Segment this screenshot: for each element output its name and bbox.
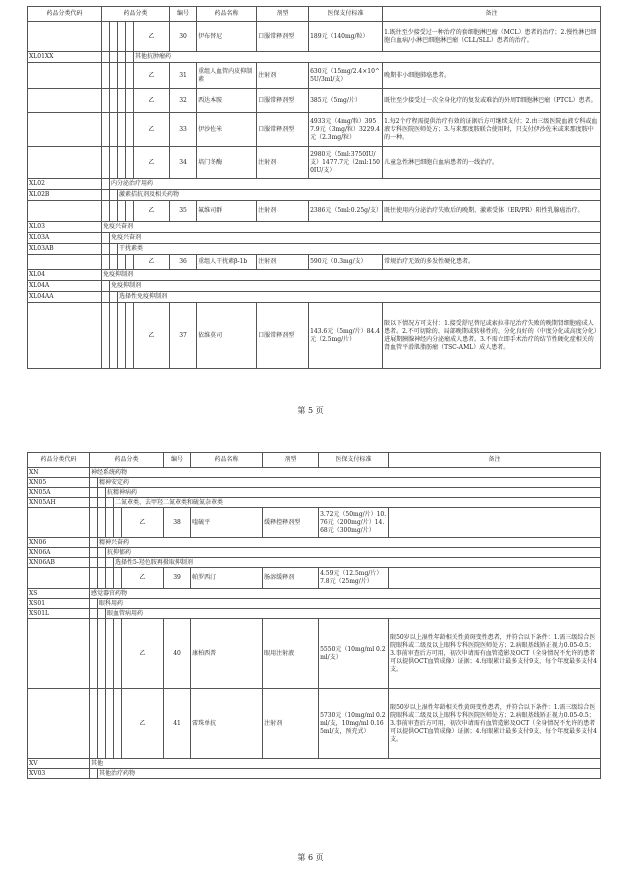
category-code: XL03A <box>28 233 102 244</box>
indent-cell <box>102 201 110 222</box>
category-row <box>28 759 601 769</box>
remarks: 儿童急性淋巴细胞白血病患者的一线治疗。 <box>383 147 601 179</box>
remarks: 既往至少接受过一次全身化疗的复发或难治的外周T细胞淋巴瘤（PTCL）患者。 <box>383 89 601 113</box>
indent-cell <box>126 147 134 179</box>
dosage-form: 肠溶缓释剂 <box>263 568 319 589</box>
category-code: XS <box>28 589 90 599</box>
category-row <box>28 538 601 548</box>
indent-cell <box>102 22 110 52</box>
indent-cell <box>98 609 106 619</box>
indent-cell <box>110 255 118 270</box>
drug-name: 培门冬酶 <box>197 147 257 179</box>
drug-row <box>28 147 601 179</box>
header-remarks: 备注 <box>389 453 601 468</box>
indent-cell <box>90 488 98 498</box>
category-label: 内分泌治疗用药 <box>110 179 601 190</box>
page-number-5: 第 5 页 <box>297 406 324 415</box>
page-6 <box>27 452 600 779</box>
category-code <box>28 303 102 369</box>
remarks: 1.既往至少接受过一种治疗的套细胞淋巴瘤（MCL）患者的治疗；2.慢性淋巴细胞白血病/小淋巴细胞淋巴瘤（CLL/SLL）患者的治疗。 <box>383 22 601 52</box>
header-dosage-form: 剂型 <box>257 7 309 22</box>
indent-cell <box>98 508 106 538</box>
header-code: 药品分类代码 <box>28 453 90 468</box>
indent-cell <box>98 548 106 558</box>
drug-name: 雷珠单抗 <box>191 689 263 759</box>
payment-standard: 189元（140mg/粒） <box>309 22 383 52</box>
category-row <box>28 52 601 63</box>
indent-cell <box>90 548 98 558</box>
indent-cell <box>90 609 98 619</box>
category-row <box>28 190 601 201</box>
category-code: XN06AB <box>28 558 90 568</box>
indent-cell <box>102 303 110 369</box>
payment-standard: 385元（5mg/片） <box>309 89 383 113</box>
header-row <box>28 453 601 468</box>
drug-row <box>28 89 601 113</box>
insurance-grade: 乙 <box>122 619 164 689</box>
category-code: XN05AH <box>28 498 90 508</box>
indent-cell <box>102 52 110 63</box>
indent-cell <box>118 113 126 147</box>
category-label: 激素拮抗剂及相关药物 <box>118 190 601 201</box>
category-label: 其他抗肿瘤药 <box>134 52 601 63</box>
drug-row <box>28 63 601 89</box>
insurance-grade: 乙 <box>134 113 170 147</box>
category-label: 免疫抑制剂 <box>102 270 601 281</box>
header-category: 药品分类 <box>90 453 164 468</box>
drug-row <box>28 255 601 270</box>
indent-cell <box>110 52 118 63</box>
category-row <box>28 478 601 488</box>
category-label: 精神安定药 <box>98 478 601 488</box>
indent-cell <box>90 599 98 609</box>
indent-cell <box>114 689 122 759</box>
drug-row <box>28 303 601 369</box>
indent-cell <box>118 303 126 369</box>
dosage-form: 眼用注射液 <box>263 619 319 689</box>
indent-cell <box>90 769 98 779</box>
payment-standard: 590元（0.3mg/支） <box>309 255 383 270</box>
drug-row <box>28 113 601 147</box>
category-label: 免疫兴奋剂 <box>102 222 601 233</box>
insurance-grade: 乙 <box>122 508 164 538</box>
drug-name: 帕罗西汀 <box>191 568 263 589</box>
payment-standard: 5550元（10mg/ml 0.2ml/支） <box>319 619 389 689</box>
category-label: 选择性免疫抑制剂 <box>118 292 601 303</box>
indent-cell <box>106 498 114 508</box>
drug-name: 重组人血管内皮抑制素 <box>197 63 257 89</box>
category-code: XL04A <box>28 281 102 292</box>
drug-row <box>28 22 601 52</box>
indent-cell <box>90 619 98 689</box>
category-label: 神经系统药物 <box>90 468 601 478</box>
category-code: XV03 <box>28 769 90 779</box>
indent-cell <box>114 508 122 538</box>
category-label: 感觉器官药物 <box>90 589 601 599</box>
category-row <box>28 609 601 619</box>
indent-cell <box>102 89 110 113</box>
payment-standard: 3.72元（50mg/片）10.76元（200mg/片）14.68元（300mg/片） <box>319 508 389 538</box>
category-row <box>28 468 601 478</box>
indent-cell <box>98 558 106 568</box>
indent-cell <box>126 255 134 270</box>
indent-cell <box>110 190 118 201</box>
header-number: 编号 <box>170 7 197 22</box>
category-code: XL03 <box>28 222 102 233</box>
indent-cell <box>126 113 134 147</box>
indent-cell <box>90 689 98 759</box>
category-label: 二氮䓬类、去甲羟二氮䓬类和硫氮杂䓬类 <box>114 498 601 508</box>
insurance-grade: 乙 <box>134 147 170 179</box>
category-code <box>28 147 102 179</box>
category-label: 选择性5-羟色胺再摄取抑制剂 <box>114 558 601 568</box>
insurance-grade: 乙 <box>134 22 170 52</box>
drug-name: 康柏西普 <box>191 619 263 689</box>
header-payment-standard: 医保支付标准 <box>319 453 389 468</box>
drug-table-page-6 <box>27 452 601 779</box>
indent-cell <box>102 244 110 255</box>
category-code: XN05 <box>28 478 90 488</box>
payment-standard: 2980元（5ml:3750IU/支）1477.7元（2ml:1500IU/支） <box>309 147 383 179</box>
payment-standard: 2386元（5ml:0.25g/支） <box>309 201 383 222</box>
category-label: 抗抑郁药 <box>106 548 601 558</box>
insurance-grade: 乙 <box>134 303 170 369</box>
header-drug-name: 药品名称 <box>197 7 257 22</box>
indent-cell <box>110 63 118 89</box>
indent-cell <box>110 147 118 179</box>
drug-number: 30 <box>170 22 197 52</box>
insurance-grade: 乙 <box>122 689 164 759</box>
header-row <box>28 7 601 22</box>
indent-cell <box>106 689 114 759</box>
dosage-form: 注射剂 <box>257 255 309 270</box>
drug-row <box>28 619 601 689</box>
header-code: 药品分类代码 <box>28 7 102 22</box>
category-code: XL02 <box>28 179 102 190</box>
remarks: 限50岁以上湿性年龄相关性黄斑变性患者，并符合以下条件：1.需三级综合医院眼科或二级及以上眼科专科医院医师处方；2.病眼基线矫正视力0.05-0.5；3.事前审查后方可用，初次申请需有血管造影及OCT（全身情况不允许的患者可以提供OCT血管成像）证据；4.每眼累计最多支付9支，每个年度最多支付4支。 <box>389 619 601 689</box>
category-code: XN <box>28 468 90 478</box>
category-code <box>28 22 102 52</box>
indent-cell <box>126 201 134 222</box>
drug-number: 41 <box>164 689 191 759</box>
category-code: XL04AA <box>28 292 102 303</box>
indent-cell <box>110 244 118 255</box>
indent-cell <box>98 498 106 508</box>
remarks: 限以下情况方可支付：1.接受舒尼替尼或索拉非尼治疗失败的晚期肾细胞癌成人患者。2.不可切除的、局部晚期或转移性的、分化良好的（中度分化或高度分化）进展期胰腺神经内分泌瘤成人患者。3.不需立即手术治疗的结节性硬化症相关的肾血管平滑肌脂肪瘤（TSC-AML）成人患者。 <box>383 303 601 369</box>
remarks <box>389 568 601 589</box>
payment-standard: 630元（15mg/2.4×10^5U/3ml/支） <box>309 63 383 89</box>
indent-cell <box>126 52 134 63</box>
category-row <box>28 233 601 244</box>
header-category: 药品分类 <box>102 7 170 22</box>
category-row <box>28 548 601 558</box>
dosage-form: 口服常释剂型 <box>257 89 309 113</box>
category-code: XS01L <box>28 609 90 619</box>
indent-cell <box>98 619 106 689</box>
indent-cell <box>126 303 134 369</box>
drug-name: 伊沙佐米 <box>197 113 257 147</box>
drug-number: 34 <box>170 147 197 179</box>
indent-cell <box>114 568 122 589</box>
category-code: XN05A <box>28 488 90 498</box>
indent-cell <box>102 292 110 303</box>
insurance-grade: 乙 <box>134 89 170 113</box>
category-code <box>28 201 102 222</box>
category-row <box>28 270 601 281</box>
category-code: XL01XX <box>28 52 102 63</box>
header-dosage-form: 剂型 <box>263 453 319 468</box>
drug-number: 38 <box>164 508 191 538</box>
indent-cell <box>118 63 126 89</box>
drug-row <box>28 568 601 589</box>
indent-cell <box>110 22 118 52</box>
indent-cell <box>102 63 110 89</box>
drug-number: 35 <box>170 201 197 222</box>
indent-cell <box>102 113 110 147</box>
category-label: 干扰素类 <box>118 244 601 255</box>
indent-cell <box>110 201 118 222</box>
remarks: 常规治疗无效的多发性硬化患者。 <box>383 255 601 270</box>
category-label: 眼血管病用药 <box>106 609 601 619</box>
dosage-form: 口服常释剂型 <box>257 113 309 147</box>
indent-cell <box>118 147 126 179</box>
remarks <box>389 508 601 538</box>
drug-row <box>28 508 601 538</box>
category-code <box>28 89 102 113</box>
drug-name: 西达本胺 <box>197 89 257 113</box>
dosage-form: 缓释控释剂型 <box>263 508 319 538</box>
category-row <box>28 488 601 498</box>
indent-cell <box>98 568 106 589</box>
indent-cell <box>118 255 126 270</box>
category-code <box>28 113 102 147</box>
category-label: 抗精神病药 <box>106 488 601 498</box>
category-code <box>28 508 90 538</box>
indent-cell <box>118 52 126 63</box>
indent-cell <box>106 508 114 538</box>
category-code <box>28 63 102 89</box>
indent-cell <box>98 689 106 759</box>
drug-number: 31 <box>170 63 197 89</box>
category-row <box>28 179 601 190</box>
header-payment-standard: 医保支付标准 <box>309 7 383 22</box>
remarks: 1.每2个疗程需提供治疗有效的证据后方可继续支付；2.由三级医院血液专科或血液专科医院医师处方；3.与来那度胺联合使用时，只支付伊沙佐米或来那度胺中的一种。 <box>383 113 601 147</box>
indent-cell <box>102 281 110 292</box>
indent-cell <box>90 478 98 488</box>
drug-number: 32 <box>170 89 197 113</box>
indent-cell <box>102 255 110 270</box>
indent-cell <box>118 201 126 222</box>
indent-cell <box>106 619 114 689</box>
drug-number: 37 <box>170 303 197 369</box>
drug-number: 39 <box>164 568 191 589</box>
drug-name: 伊布替尼 <box>197 22 257 52</box>
indent-cell <box>110 292 118 303</box>
indent-cell <box>106 568 114 589</box>
payment-standard: 143.6元（5mg/片）84.4元（2.5mg/片） <box>309 303 383 369</box>
indent-cell <box>90 538 98 548</box>
drug-table-page-5 <box>27 6 601 369</box>
category-label: 精神兴奋药 <box>98 538 601 548</box>
drug-number: 33 <box>170 113 197 147</box>
category-row <box>28 769 601 779</box>
indent-cell <box>90 508 98 538</box>
page-5 <box>27 6 600 369</box>
category-code: XL04 <box>28 270 102 281</box>
category-code <box>28 619 90 689</box>
drug-name: 重组人干扰素β-1b <box>197 255 257 270</box>
indent-cell <box>126 63 134 89</box>
dosage-form: 口服常释剂型 <box>257 22 309 52</box>
category-code: XN06A <box>28 548 90 558</box>
indent-cell <box>90 498 98 508</box>
category-row <box>28 292 601 303</box>
category-code: XS01 <box>28 599 90 609</box>
category-row <box>28 281 601 292</box>
category-label: 免疫兴奋剂 <box>110 233 601 244</box>
dosage-form: 口服常释剂型 <box>257 303 309 369</box>
indent-cell <box>98 488 106 498</box>
payment-standard: 5730元（10mg/ml 0.2ml/支，10mg/ml 0.165ml/支，预充式） <box>319 689 389 759</box>
payment-standard: 4.59元（12.5mg/片）7.8元（25mg/片） <box>319 568 389 589</box>
category-row <box>28 498 601 508</box>
category-code: XL03AB <box>28 244 102 255</box>
insurance-grade: 乙 <box>134 63 170 89</box>
drug-name: 依维莫司 <box>197 303 257 369</box>
dosage-form: 注射剂 <box>257 147 309 179</box>
indent-cell <box>126 89 134 113</box>
insurance-grade: 乙 <box>134 201 170 222</box>
remarks: 限50岁以上湿性年龄相关性黄斑变性患者，并符合以下条件：1.需三级综合医院眼科或二级及以上眼科专科医院医师处方；2.病眼基线矫正视力0.05-0.5；3.事前审查后方可用，初次申请需有血管造影及OCT（全身情况不允许的患者可以提供OCT血管成像）证据；4.每眼累计最多支付9支，每个年度最多支付4支。 <box>389 689 601 759</box>
header-remarks: 备注 <box>383 7 601 22</box>
remarks: 晚期非小细胞肺癌患者。 <box>383 63 601 89</box>
category-row <box>28 558 601 568</box>
indent-cell <box>106 558 114 568</box>
dosage-form: 注射剂 <box>257 201 309 222</box>
indent-cell <box>102 147 110 179</box>
indent-cell <box>110 303 118 369</box>
indent-cell <box>110 89 118 113</box>
page-number-6: 第 6 页 <box>297 853 324 862</box>
category-code <box>28 689 90 759</box>
drug-row <box>28 201 601 222</box>
drug-name: 氟维司群 <box>197 201 257 222</box>
indent-cell <box>114 619 122 689</box>
drug-row <box>28 689 601 759</box>
indent-cell <box>102 179 110 190</box>
drug-name: 喹硫平 <box>191 508 263 538</box>
dosage-form: 注射剂 <box>263 689 319 759</box>
drug-number: 36 <box>170 255 197 270</box>
remarks: 既往使用内分泌治疗失败后的晚期、激素受体（ER/PR）阳性乳腺癌治疗。 <box>383 201 601 222</box>
indent-cell <box>102 233 110 244</box>
indent-cell <box>90 558 98 568</box>
category-row <box>28 599 601 609</box>
category-row <box>28 244 601 255</box>
category-label: 免疫抑制剂 <box>110 281 601 292</box>
category-label: 其他 <box>90 759 601 769</box>
indent-cell <box>102 190 110 201</box>
indent-cell <box>126 22 134 52</box>
category-code: XN06 <box>28 538 90 548</box>
indent-cell <box>118 89 126 113</box>
header-drug-name: 药品名称 <box>191 453 263 468</box>
indent-cell <box>110 113 118 147</box>
drug-number: 40 <box>164 619 191 689</box>
category-label: 眼科用药 <box>98 599 601 609</box>
header-number: 编号 <box>164 453 191 468</box>
category-code <box>28 568 90 589</box>
category-label: 其他治疗药物 <box>98 769 601 779</box>
category-row <box>28 222 601 233</box>
category-row <box>28 589 601 599</box>
dosage-form: 注射剂 <box>257 63 309 89</box>
payment-standard: 4933元（4mg/粒）3957.9元（3mg/粒）3229.4元（2.3mg/粒） <box>309 113 383 147</box>
insurance-grade: 乙 <box>122 568 164 589</box>
insurance-grade: 乙 <box>134 255 170 270</box>
indent-cell <box>118 22 126 52</box>
indent-cell <box>90 568 98 589</box>
category-code: XL02B <box>28 190 102 201</box>
category-code: XV <box>28 759 90 769</box>
category-code <box>28 255 102 270</box>
